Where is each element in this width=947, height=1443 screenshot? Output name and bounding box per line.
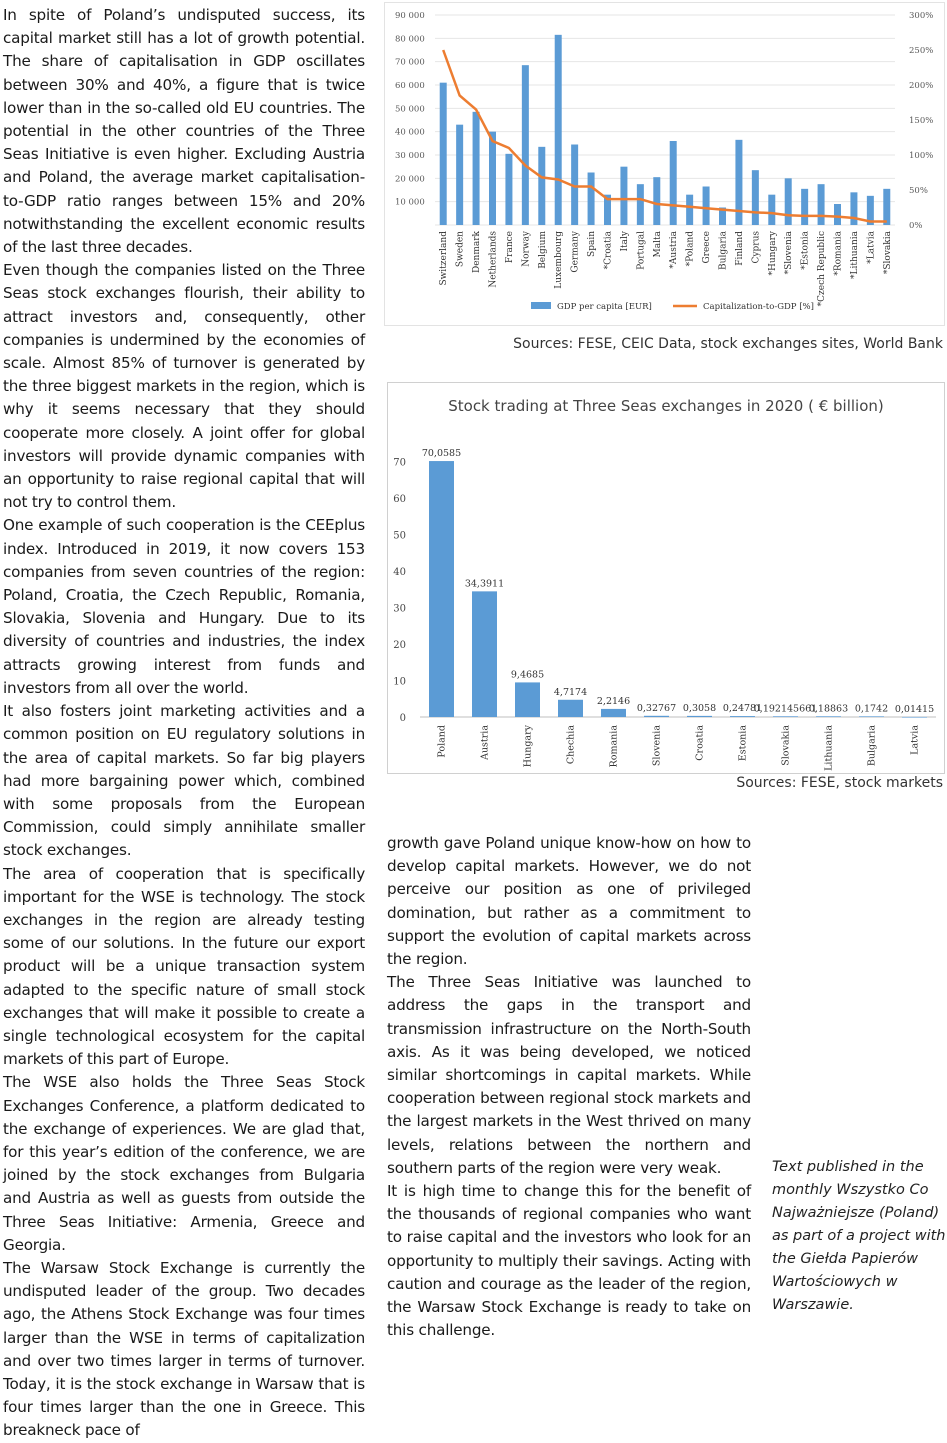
- bar-trading: [859, 716, 884, 717]
- y-right-tick-label: 300%: [909, 11, 934, 21]
- bar-gdp: [850, 192, 857, 225]
- y-tick-label: 10: [393, 676, 406, 688]
- x-tick-label: *Romania: [833, 231, 844, 276]
- paragraph: The WSE also holds the Three Seas Stock Exchanges Conference, a platform dedicated to the exchange of experiences. We are glad that, for this year’s edition of the conference, we are joined by the stock exchanges from Bulgaria and Austria as well as guests from outside the Three Seas Initiative: Armenia, Greece and Georgia.: [3, 1073, 365, 1254]
- data-label: 0,18863: [808, 703, 849, 715]
- x-tick-label: Switzerland: [439, 231, 450, 286]
- data-label: 0,3058: [682, 702, 717, 714]
- bar-trading: [902, 717, 927, 718]
- article-column-middle: [387, 832, 751, 1342]
- x-tick-label: *Latvia: [866, 231, 877, 264]
- x-tick-label: *Hungary: [767, 231, 778, 276]
- x-tick-label: Chechia: [565, 725, 577, 765]
- x-tick-label: Poland: [436, 725, 448, 758]
- y-right-tick-label: 250%: [909, 46, 934, 56]
- x-tick-label: *Croatia: [603, 231, 614, 270]
- bar-trading: [644, 716, 669, 717]
- y-right-tick-label: 200%: [909, 81, 934, 91]
- x-tick-label: Lithuania: [823, 725, 835, 771]
- x-tick-label: Denmark: [472, 231, 483, 273]
- x-tick-label: *Poland: [685, 231, 696, 267]
- y-tick-label: 40: [393, 566, 406, 578]
- bar-gdp: [768, 195, 775, 225]
- paragraph: The Warsaw Stock Exchange is currently the undisputed leader of the group. Two decades ago, the Athens Stock Exchange was four times larger than the WSE in terms of capitalization and over two times larger in terms of turnover. Today, it is the stock exchange in Warsaw that is four times larger than the one in Greece. This breakneck pace of: [3, 1258, 365, 1440]
- x-tick-label: Malta: [652, 231, 663, 258]
- x-tick-label: Sweden: [455, 231, 466, 268]
- data-label: 70,0585: [421, 448, 462, 460]
- data-label: 0,24781: [722, 703, 763, 715]
- data-label: 4,7174: [553, 686, 588, 698]
- x-tick-label: Latvia: [909, 725, 921, 755]
- x-tick-label: Slovenia: [651, 725, 663, 767]
- x-tick-label: Bulgaria: [718, 231, 729, 270]
- bar-gdp: [752, 170, 759, 225]
- x-tick-label: Bulgaria: [866, 725, 878, 767]
- bar-gdp: [883, 189, 890, 225]
- paragraph: The area of cooperation that is specifically important for the WSE is technology. The stock exchanges in the region are already testing some of our solutions. In the future our export product will be a unique transaction system adapted to the specific nature of small stock exchanges that will make it possible to create a single technological ecosystem for the capital markets of this part of Europe.: [3, 864, 365, 1069]
- data-label: 0,192145661: [753, 703, 818, 715]
- x-tick-label: Estonia: [737, 725, 749, 762]
- paragraph: In spite of Poland’s undisputed success, its capital market still has a lot of growth potential. The share of capitalisation in GDP oscillates between 30% and 40%, a figure that is twice lower than in the so-called old EU countries. The potential in the other countries of the Three Seas Initiative is even higher. Excluding Austria and Poland, the average market capitalisation-to-GDP ratio ranges between 15% and 20% notwithstanding the excellent economic results of the last three decades.: [3, 6, 365, 257]
- x-tick-label: France: [504, 231, 515, 264]
- y-tick-label: 0: [399, 713, 406, 724]
- y-left-tick-label: 10 000: [395, 197, 425, 208]
- x-tick-label: *Czech Republic: [817, 230, 828, 307]
- bar-trading: [429, 461, 454, 717]
- y-left-tick-label: 60 000: [395, 81, 425, 91]
- publication-note: Text published in the monthly Wszystko Co Najważniejsze (Poland) as part of a project with the Giełda Papierów Wartościowych w Warszawie.: [772, 1159, 946, 1313]
- legend-label-capitalization: Capitalization-to-GDP [%]: [703, 302, 814, 312]
- y-left-tick-label: 80 000: [395, 34, 425, 45]
- bar-gdp: [588, 173, 595, 226]
- y-left-tick-label: 50 000: [395, 104, 425, 115]
- y-right-tick-label: 150%: [909, 116, 934, 126]
- bar-trading: [515, 682, 540, 717]
- bar-gdp: [555, 35, 562, 225]
- bar-gdp: [670, 141, 677, 225]
- bar-gdp: [489, 132, 496, 225]
- y-tick-label: 20: [393, 639, 406, 651]
- x-tick-label: *Estonia: [800, 231, 811, 270]
- y-right-tick-label: 50%: [909, 186, 928, 196]
- bar-gdp: [637, 184, 644, 225]
- x-tick-label: *Slovenia: [784, 231, 795, 275]
- bar-trading: [472, 591, 497, 717]
- bar-trading: [687, 716, 712, 717]
- paragraph: growth gave Poland unique know-how on how to develop capital markets. However, we do not perceive our position as one of privileged domination, but rather as a commitment to support the evolution of capital markets across the region.: [387, 834, 751, 969]
- x-tick-label: Cyprus: [751, 231, 762, 264]
- gdp-capitalization-chart: [384, 2, 945, 326]
- y-left-tick-label: 20 000: [395, 174, 425, 185]
- data-label: 2,2146: [596, 695, 631, 707]
- y-left-tick-label: 90 000: [395, 11, 425, 21]
- y-tick-label: 60: [393, 493, 406, 505]
- paragraph: The Three Seas Initiative was launched to address the gaps in the transport and transmission infrastructure on the North-South axis. As it was being developed, we noticed similar shortcomings in capital markets. While cooperation between regional stock markets and the largest markets in the West thrived on many levels, relations between the northern and southern parts of the region were very weak.: [387, 973, 751, 1177]
- bar-trading: [773, 716, 798, 717]
- x-tick-label: Slovakia: [780, 725, 792, 766]
- y-left-tick-label: 30 000: [395, 151, 425, 161]
- data-label: 9,4685: [510, 669, 545, 681]
- bar-trading: [730, 716, 755, 717]
- y-tick-label: 70: [393, 457, 406, 469]
- y-tick-label: 50: [393, 530, 406, 542]
- legend-swatch-gdp: [531, 302, 551, 309]
- bar-gdp: [686, 195, 693, 225]
- bar-gdp: [538, 147, 545, 225]
- bar-gdp: [703, 187, 710, 226]
- paragraph: It also fosters joint marketing activities and a common position on EU regulatory solutions in the area of capital markets. So far big players had more bargaining power which, combined with some proposals from the European Commission, could simply annihilate smaller stock exchanges.: [3, 702, 365, 860]
- x-tick-label: Portugal: [636, 231, 647, 270]
- bar-gdp: [818, 184, 825, 225]
- gdp-capitalization-chart-svg: [385, 3, 944, 325]
- bar-trading: [816, 716, 841, 717]
- bar-gdp: [801, 189, 808, 225]
- data-label: 0,1742: [854, 703, 889, 715]
- x-tick-label: Germany: [570, 231, 581, 273]
- chart2-source: Sources: FESE, stock markets: [736, 775, 943, 791]
- data-label: 34,3911: [464, 578, 505, 590]
- bar-gdp: [505, 154, 512, 225]
- bar-gdp: [522, 65, 529, 225]
- data-label: 0,32767: [636, 702, 677, 714]
- y-tick-label: 30: [393, 603, 406, 615]
- x-tick-label: Netherlands: [488, 231, 499, 288]
- data-label: 0,01415: [894, 703, 935, 715]
- x-tick-label: *Lithuania: [849, 231, 860, 279]
- bar-gdp: [440, 83, 447, 225]
- x-tick-label: *Austria: [669, 231, 680, 269]
- chart1-source: Sources: FESE, CEIC Data, stock exchanges sites, World Bank: [513, 336, 943, 352]
- bar-gdp: [653, 177, 660, 225]
- chart-title: Stock trading at Three Seas exchanges in 2020 ( € billion): [448, 397, 884, 415]
- x-tick-label: Italy: [619, 231, 630, 252]
- bar-gdp: [456, 125, 463, 225]
- article-column-left: [3, 4, 365, 1443]
- x-tick-label: Belgium: [537, 231, 548, 269]
- y-left-tick-label: 70 000: [395, 57, 425, 68]
- y-right-tick-label: 100%: [909, 151, 934, 161]
- stock-trading-chart-svg: [388, 383, 944, 773]
- stock-trading-chart: [387, 382, 945, 774]
- y-left-tick-label: 40 000: [395, 127, 425, 138]
- bar-gdp: [785, 178, 792, 225]
- x-tick-label: Finland: [734, 231, 745, 266]
- bar-gdp: [834, 204, 841, 225]
- x-tick-label: Hungary: [522, 725, 534, 768]
- legend-label-gdp: GDP per capita [EUR]: [557, 302, 652, 312]
- bar-gdp: [473, 112, 480, 225]
- x-tick-label: Croatia: [694, 725, 706, 761]
- x-tick-label: Greece: [702, 231, 713, 264]
- x-tick-label: Spain: [587, 231, 598, 257]
- x-tick-label: Norway: [521, 231, 532, 267]
- paragraph: One example of such cooperation is the CEEplus index. Introduced in 2019, it now covers 153 companies from seven countries of the region: Poland, Croatia, the Czech Republic, Romania, Slovakia, Slovenia and Hungary. Due to its diversity of countries and industries, the index attracts growing interest from funds and investors from all over the world.: [3, 516, 365, 697]
- paragraph: It is high time to change this for the benefit of the thousands of regional companies who want to raise capital and the investors who look for an opportunity to multiply their savings. Acting with caution and courage as the leader of the region, the Warsaw Stock Exchange is ready to take on this challenge.: [387, 1182, 751, 1340]
- y-right-tick-label: 0%: [909, 221, 923, 231]
- paragraph: Even though the companies listed on the Three Seas stock exchanges flourish, their ability to attract investors and, consequently, other companies is undermined by the economies of scale. Almost 85% of turnover is generated by the three biggest markets in the region, which is why it seems necessary that they should cooperate more closely. A joint offer for global investors will provide dynamic companies with an opportunity to raise regional capital that will not try to control them.: [3, 261, 365, 512]
- bar-trading: [601, 709, 626, 717]
- x-tick-label: Romania: [608, 725, 620, 768]
- bar-trading: [558, 700, 583, 717]
- bar-gdp: [620, 167, 627, 225]
- x-tick-label: *Slovakia: [882, 231, 893, 275]
- x-tick-label: Austria: [479, 725, 491, 760]
- x-tick-label: Luxembourg: [554, 231, 565, 289]
